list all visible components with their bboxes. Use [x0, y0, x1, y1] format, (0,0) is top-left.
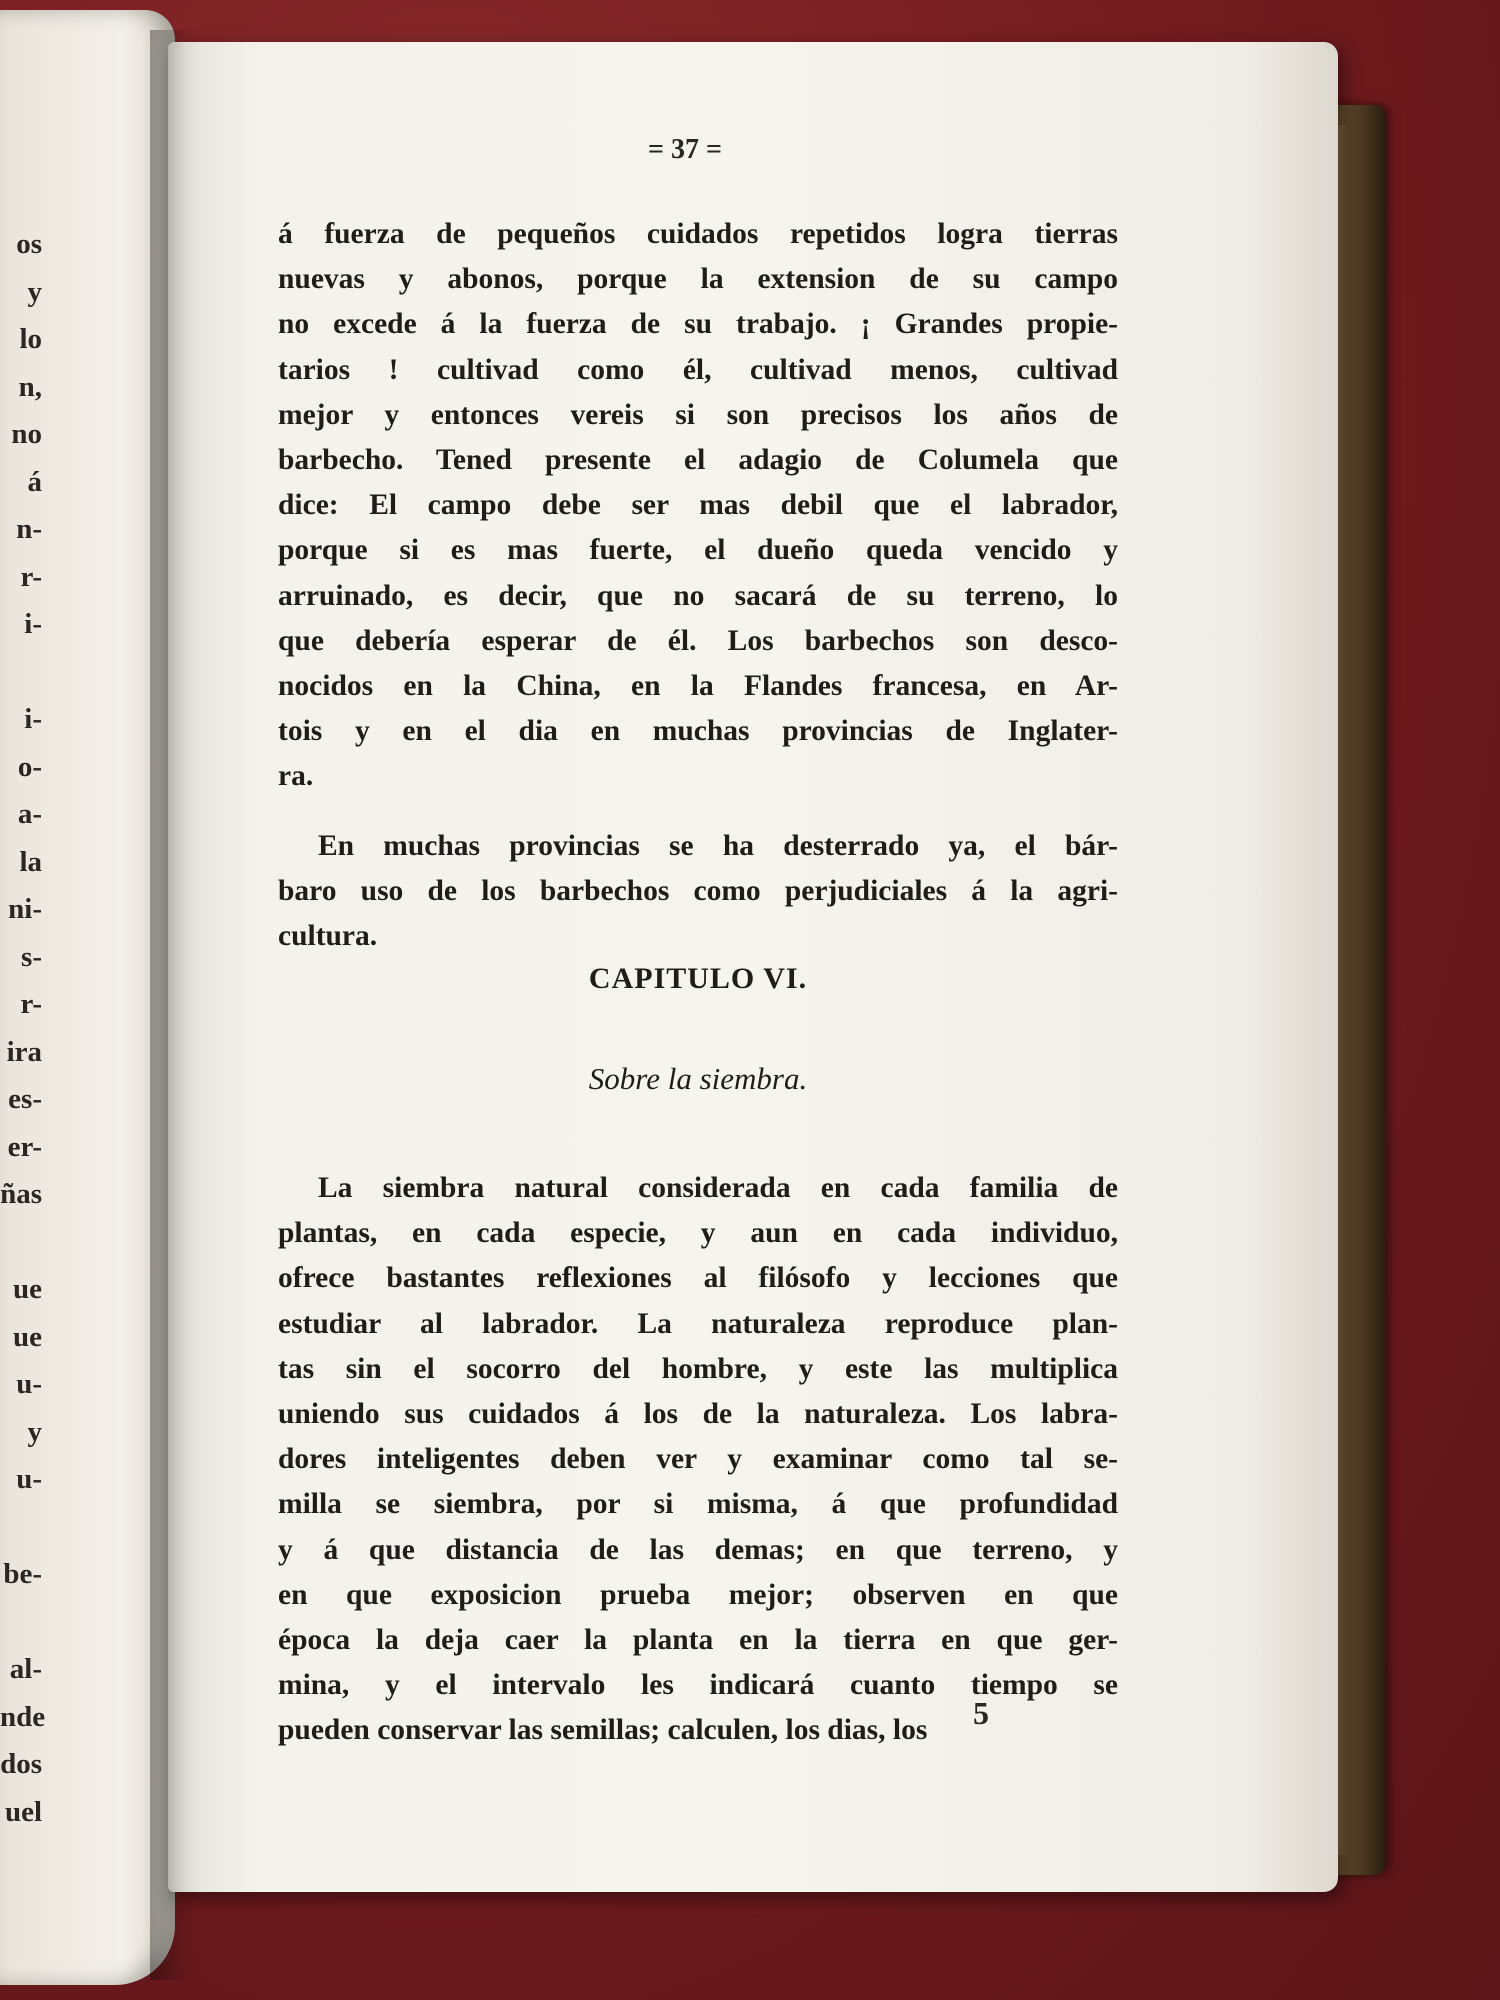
text-line: nocidos en la China, en la Flandes francesa, en Ar- [278, 670, 1118, 703]
left-page-fragment: i- [24, 703, 42, 735]
book-gutter [150, 30, 200, 1980]
signature-mark: 5 [973, 1695, 989, 1731]
left-page-fragment: ue [13, 1320, 42, 1353]
left-page-fragment: la [19, 845, 42, 878]
left-page-fragment: i- [24, 608, 42, 640]
left-page-fragment: os [16, 228, 42, 260]
left-page-fragment: a- [17, 798, 42, 830]
left-page-fragment: n- [16, 513, 42, 545]
text-line: La siembra natural considerada en cada familia de [318, 1172, 1118, 1204]
text-line: En muchas provincias se ha desterrado ya, el bár- [318, 830, 1118, 862]
left-page-fragment: al- [9, 1653, 42, 1685]
text-line: ofrece bastantes reflexiones al filósofo y lecciones que [278, 1262, 1118, 1295]
left-page-fragment: ira [6, 1035, 42, 1068]
text-line: cultura. [278, 920, 378, 953]
left-page-fragment: r- [20, 560, 42, 593]
text-line: tarios ! cultivad como él, cultivad menos, cultivad [278, 353, 1118, 386]
left-page-fragment: á [27, 465, 42, 498]
text-line: plantas, en cada especie, y aun en cada individuo, [278, 1217, 1118, 1250]
chapter-title: CAPITULO VI. [588, 962, 808, 995]
left-page-fragment: o- [17, 750, 42, 783]
left-page-fragment: u- [16, 1463, 42, 1495]
left-page-fragment: y [27, 275, 42, 308]
left-page-fragment: uel [4, 1795, 42, 1828]
left-page-fragment: ni- [8, 893, 42, 925]
text-line: porque si es mas fuerte, el dueño queda vencido y [278, 534, 1118, 567]
left-page-fragment: u- [16, 1368, 42, 1400]
left-page-fragment: n, [18, 370, 42, 403]
left-page-fragment: ue [13, 1273, 42, 1305]
left-page-fragment: nde [0, 1700, 46, 1733]
left-page-fragment: be- [3, 1558, 42, 1590]
text-line: milla se siembra, por si misma, á que profundidad [278, 1488, 1118, 1521]
left-page-fragment: es- [8, 1083, 42, 1115]
paragraph-1 [278, 212, 1118, 800]
left-page-fragment: ñas [0, 1178, 42, 1210]
text-line: dice: El campo debe ser mas debil que el labrador, [278, 489, 1118, 522]
left-page-fragment: r- [20, 988, 42, 1020]
text-line: tas sin el socorro del hombre, y este las multiplica [278, 1352, 1118, 1385]
text-line: en que exposicion prueba mejor; observen en que [278, 1578, 1118, 1611]
text-line: ra. [278, 760, 314, 793]
left-page-fragment: y [27, 1415, 42, 1448]
text-line: mejor y entonces vereis si son precisos los años de [278, 398, 1118, 431]
left-page-fragment: s- [21, 940, 42, 973]
left-page-fragment: dos [0, 1748, 42, 1780]
left-page [0, 10, 175, 1985]
text-line: mina, y el intervalo les indicará cuanto tiempo se [278, 1669, 1118, 1702]
paragraph-3 [278, 1166, 1118, 1754]
text-line: tois y en el dia en muchas provincias de Inglater- [278, 715, 1118, 748]
text-line: dores inteligentes deben ver y examinar como tal se- [278, 1443, 1118, 1476]
text-line: estudiar al labrador. La naturaleza reproduce plan- [278, 1307, 1118, 1340]
text-line: uniendo sus cuidados á los de la naturaleza. Los labra- [278, 1398, 1118, 1431]
text-line: pueden conservar las semillas; calculen, los dias, los [278, 1714, 928, 1747]
text-line: no excede á la fuerza de su trabajo. ¡ Grandes propie- [278, 308, 1118, 341]
left-page-fragment: lo [19, 323, 42, 355]
right-page [168, 42, 1338, 1892]
paragraph-2 [278, 824, 1118, 960]
text-line: á fuerza de pequeños cuidados repetidos logra tierras [278, 218, 1118, 250]
left-page-fragment: no [11, 418, 42, 450]
text-line: arruinado, es decir, que no sacará de su terreno, lo [278, 579, 1118, 612]
left-page-fragment: er- [7, 1130, 42, 1163]
text-line: barbecho. Tened presente el adagio de Columela que [278, 444, 1118, 477]
text-line: nuevas y abonos, porque la extension de su campo [278, 263, 1118, 296]
page-number: = 37 = [648, 134, 722, 165]
text-line: baro uso de los barbechos como perjudiciales á la agri- [278, 875, 1118, 908]
text-line: que debería esperar de él. Los barbechos son desco- [278, 624, 1118, 657]
chapter-subtitle: Sobre la siembra. [588, 1061, 808, 1096]
text-line: y á que distancia de las demas; en que terreno, y [278, 1533, 1118, 1566]
text-line: época la deja caer la planta en la tierra en que ger- [278, 1624, 1118, 1657]
